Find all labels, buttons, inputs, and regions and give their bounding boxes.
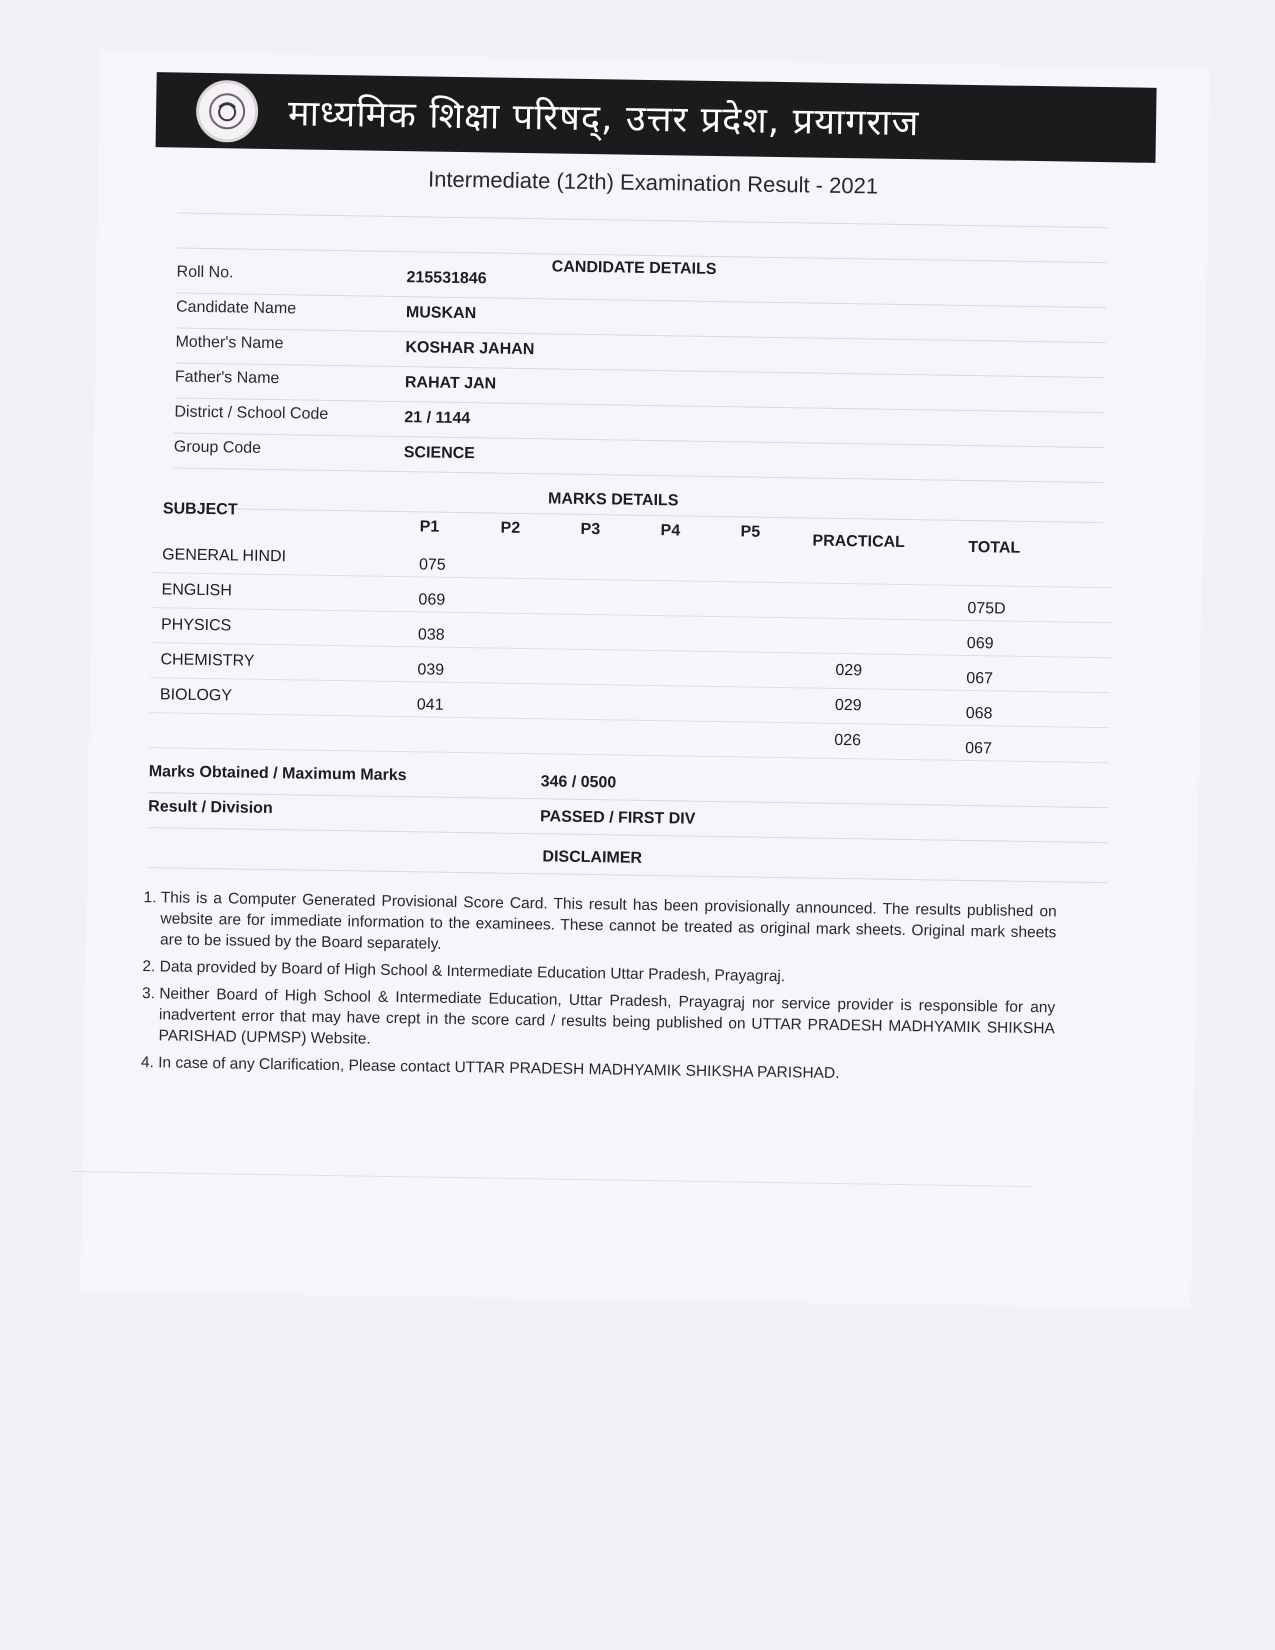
disclaimer-item: 1. This is a Computer Generated Provisional Score Card. This result has been provisionally announced. The results published on website are for immediate information to the examinees. These cannot be treated as original mark sheets. Original mark sheets are to be issued by the Board separately. [160,887,1057,964]
candidate-details-heading: CANDIDATE DETAILS [551,258,717,278]
result-division-label: Result / Division [148,798,273,818]
result-division-value: PASSED / FIRST DIV [539,808,696,828]
field-label: District / School Code [174,403,329,423]
field-value: MUSKAN [405,304,477,323]
field-label: Candidate Name [175,298,297,318]
disclaimer-item: 2. Data provided by Board of High School & Intermediate Education Uttar Pradesh, Prayagraj. [160,956,1056,991]
field-label: Mother's Name [175,333,284,353]
exam-title: Intermediate (12th) Examination Result - 2021 [427,166,879,199]
header-banner [156,72,1157,163]
result-sheet [81,51,1210,1308]
subject-cell: GENERAL HINDI [162,546,287,566]
board-name: माध्यमिक शिक्षा परिषद्, उत्तर प्रदेश, प्रयागराज [287,93,920,145]
header-practical: PRACTICAL [812,532,906,551]
field-label: Group Code [173,438,262,457]
disclaimer-list [134,887,1057,1093]
total-cell: 075D [967,599,1006,618]
field-value: 215531846 [406,269,487,288]
marks-table [149,492,1113,763]
practical-cell: 029 [835,661,863,680]
field-value: RAHAT JAN [404,374,497,393]
p1-cell: 038 [417,626,445,644]
disclaimer-item: 4. In case of any Clarification, Please contact UTTAR PRADESH MADHYAMIK SHIKSHA PARISHAD. [158,1052,1054,1087]
upmsp-logo-icon [196,79,259,142]
header-p4: P4 [660,522,681,540]
header-p1: P1 [419,518,440,536]
disclaimer-heading: DISCLAIMER [542,848,643,867]
total-cell: 067 [966,669,994,688]
header-p2: P2 [500,519,521,537]
marks-obtained-label: Marks Obtained / Maximum Marks [148,763,407,785]
marks-details-heading: MARKS DETAILS [547,490,679,510]
header-total: TOTAL [968,538,1021,557]
practical-cell: 029 [834,696,862,715]
p1-cell: 041 [416,696,444,714]
field-value: SCIENCE [403,444,476,463]
subject-cell: CHEMISTRY [160,651,255,670]
header-p5: P5 [740,523,761,541]
p1-cell: 069 [418,591,446,609]
practical-cell: 026 [834,731,862,750]
p1-cell: 039 [417,661,445,679]
field-value: 21 / 1144 [404,409,471,428]
divider [147,867,1107,883]
field-label: Roll No. [176,263,234,282]
subject-cell: BIOLOGY [159,686,233,705]
total-cell: 069 [966,634,994,653]
field-value: KOSHAR JAHAN [405,339,535,359]
divider [72,1171,1032,1187]
total-cell: 067 [965,739,993,758]
disclaimer-item: 3. Neither Board of High School & Intermediate Education, Uttar Pradesh, Prayagraj nor service provider is responsible for any inadvertent error that may have crept in the score card / results being published on UTTAR PRADESH MADHYAMIK SHIKSHA PARISHAD (UPMSP) Website. [158,983,1055,1060]
subject-cell: PHYSICS [160,616,232,635]
divider [178,213,1108,229]
field-label: Father's Name [174,368,280,388]
marks-obtained-value: 346 / 0500 [540,773,617,792]
subject-cell: ENGLISH [161,581,232,600]
header-p3: P3 [580,520,601,539]
header-subject: SUBJECT [162,500,238,519]
p1-cell: 075 [418,556,446,574]
total-cell: 068 [965,704,993,723]
